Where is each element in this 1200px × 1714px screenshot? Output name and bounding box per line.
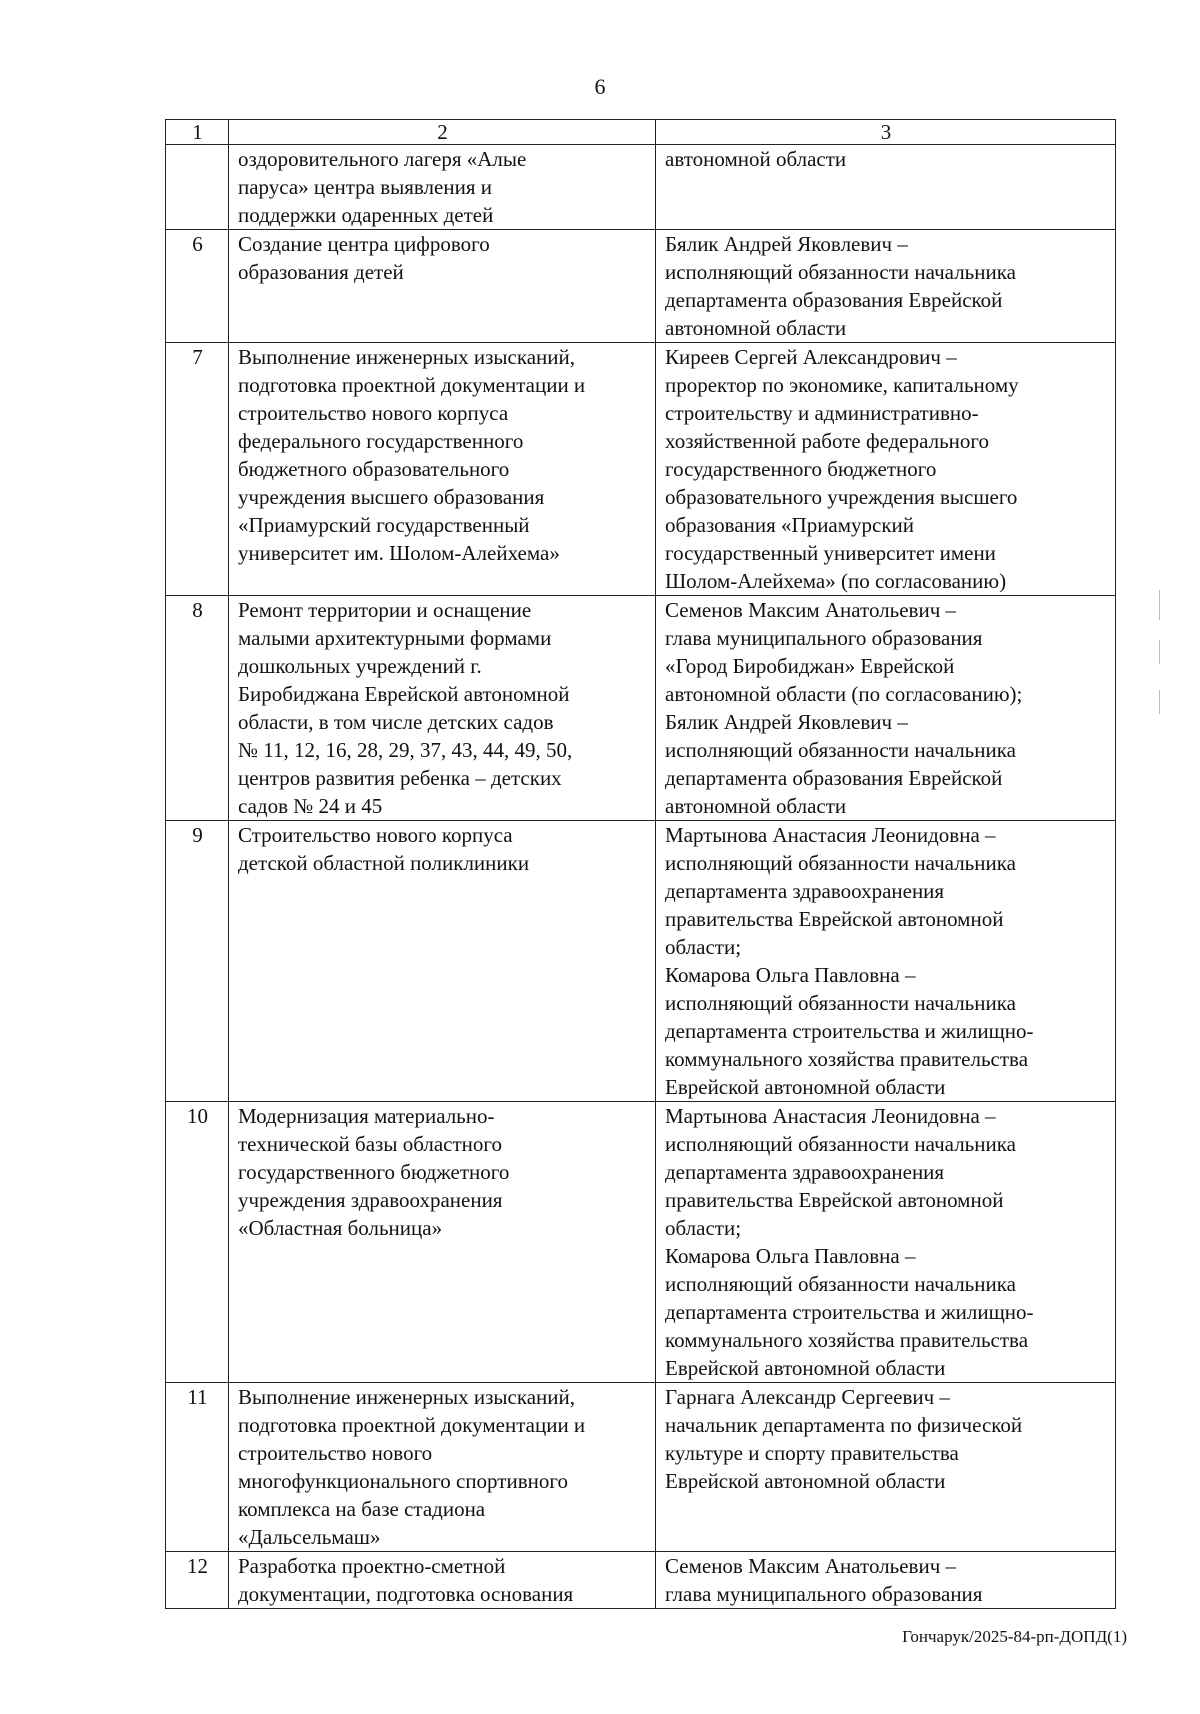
responsible-line: образовательного учреждения высшего xyxy=(665,485,1018,509)
event-line: № 11, 12, 16, 28, 29, 37, 43, 44, 49, 50, xyxy=(238,738,573,762)
responsible-line: коммунального хозяйства правительства xyxy=(665,1328,1029,1352)
event-line: Создание центра цифрового xyxy=(238,232,490,256)
responsible-line: хозяйственной работе федерального xyxy=(665,429,989,453)
responsible-line: коммунального хозяйства правительства xyxy=(665,1047,1029,1071)
event-line: Выполнение инженерных изысканий, xyxy=(238,1385,575,1409)
responsibility-table xyxy=(165,119,1116,1609)
responsible-line: глава муниципального образования xyxy=(665,626,983,650)
header-col-responsible: 3 xyxy=(656,120,1116,145)
header-col-number: 1 xyxy=(166,120,229,145)
row-number: 11 xyxy=(166,1383,229,1552)
event-line: бюджетного образовательного xyxy=(238,457,510,481)
event-line: «Приамурский государственный xyxy=(238,513,530,537)
responsible-line: Бялик Андрей Яковлевич – xyxy=(665,710,908,734)
event-line: оздоровительного лагеря «Алые xyxy=(238,147,527,171)
responsible-line: строительству и административно- xyxy=(665,401,979,425)
responsible-line: автономной области (по согласованию); xyxy=(665,682,1023,706)
responsible-line: автономной области xyxy=(665,794,847,818)
table-row xyxy=(166,230,1116,343)
responsible-line: Еврейской автономной области xyxy=(665,1469,946,1493)
responsible-line: департамента образования Еврейской xyxy=(665,766,1003,790)
responsible-line: Гарнага Александр Сергеевич – xyxy=(665,1385,950,1409)
event-description xyxy=(229,145,656,230)
responsible-line: образования «Приамурский xyxy=(665,513,915,537)
event-line: технической базы областного xyxy=(238,1132,502,1156)
responsible-line: Бялик Андрей Яковлевич – xyxy=(665,232,908,256)
event-line: учреждения здравоохранения xyxy=(238,1188,503,1212)
event-description xyxy=(229,1383,656,1552)
table-header-row xyxy=(166,120,1116,145)
scan-artifact-line xyxy=(1159,590,1160,620)
event-line: подготовка проектной документации и xyxy=(238,373,586,397)
event-line: Ремонт территории и оснащение xyxy=(238,598,532,622)
table-row xyxy=(166,1383,1116,1552)
table-row xyxy=(166,145,1116,230)
responsible-line: Комарова Ольга Павловна – xyxy=(665,1244,916,1268)
event-line: детской областной поликлиники xyxy=(238,851,530,875)
table-row xyxy=(166,1552,1116,1609)
scan-artifact-line xyxy=(1159,640,1160,664)
responsible-line: культуре и спорту правительства xyxy=(665,1441,959,1465)
responsible-line: глава муниципального образования xyxy=(665,1582,983,1606)
responsible-line: автономной области xyxy=(665,316,847,340)
event-line: Модернизация материально- xyxy=(238,1104,495,1128)
event-description xyxy=(229,1552,656,1609)
event-line: «Дальсельмаш» xyxy=(238,1525,381,1549)
event-description xyxy=(229,821,656,1102)
responsible-line: Шолом-Алейхема» (по согласованию) xyxy=(665,569,1007,593)
responsible-line: «Город Биробиджан» Еврейской xyxy=(665,654,955,678)
responsible-line: Семенов Максим Анатольевич – xyxy=(665,598,957,622)
responsible-line: начальник департамента по физической xyxy=(665,1413,1023,1437)
table-row xyxy=(166,596,1116,821)
responsible-line: исполняющий обязанности начальника xyxy=(665,1132,1016,1156)
responsible-line: департамента здравоохранения xyxy=(665,879,945,903)
responsible-person xyxy=(656,1383,1116,1552)
header-col-event: 2 xyxy=(229,120,656,145)
event-description xyxy=(229,343,656,596)
event-line: Выполнение инженерных изысканий, xyxy=(238,345,575,369)
table-body xyxy=(166,145,1116,1609)
row-number: 8 xyxy=(166,596,229,821)
table-row xyxy=(166,343,1116,596)
responsible-person xyxy=(656,596,1116,821)
row-number: 10 xyxy=(166,1102,229,1383)
event-line: государственного бюджетного xyxy=(238,1160,510,1184)
responsible-person xyxy=(656,230,1116,343)
responsible-line: государственный университет имени xyxy=(665,541,996,565)
event-description xyxy=(229,1102,656,1383)
event-line: федерального государственного xyxy=(238,429,524,453)
table-row xyxy=(166,821,1116,1102)
responsible-line: проректор по экономике, капитальному xyxy=(665,373,1019,397)
responsible-line: департамента здравоохранения xyxy=(665,1160,945,1184)
event-line: учреждения высшего образования xyxy=(238,485,545,509)
responsible-line: области; xyxy=(665,1216,742,1240)
event-line: «Областная больница» xyxy=(238,1216,443,1240)
event-line: Разработка проектно-сметной xyxy=(238,1554,506,1578)
event-line: Строительство нового корпуса xyxy=(238,823,513,847)
responsible-person xyxy=(656,1552,1116,1609)
event-line: документации, подготовка основания xyxy=(238,1582,574,1606)
document-footer-code: Гончарук/2025-84-рп-ДОПД(1) xyxy=(902,1627,1127,1646)
page-number: 6 xyxy=(594,74,606,99)
event-line: строительство нового корпуса xyxy=(238,401,509,425)
row-number: 7 xyxy=(166,343,229,596)
responsible-person xyxy=(656,343,1116,596)
scan-artifact-line xyxy=(1159,690,1160,714)
row-number: 12 xyxy=(166,1552,229,1609)
responsible-line: исполняющий обязанности начальника xyxy=(665,851,1016,875)
event-description xyxy=(229,230,656,343)
row-number: 6 xyxy=(166,230,229,343)
event-line: поддержки одаренных детей xyxy=(238,203,494,227)
responsible-person xyxy=(656,145,1116,230)
event-line: образования детей xyxy=(238,260,404,284)
responsible-line: Мартынова Анастасия Леонидовна – xyxy=(665,823,996,847)
event-line: малыми архитектурными формами xyxy=(238,626,552,650)
responsible-line: департамента строительства и жилищно- xyxy=(665,1019,1034,1043)
event-line: подготовка проектной документации и xyxy=(238,1413,586,1437)
event-description xyxy=(229,596,656,821)
responsible-line: правительства Еврейской автономной xyxy=(665,907,1004,931)
responsible-line: Комарова Ольга Павловна – xyxy=(665,963,916,987)
event-line: паруса» центра выявления и xyxy=(238,175,492,199)
responsible-line: области; xyxy=(665,935,742,959)
event-line: центров развития ребенка – детских xyxy=(238,766,562,790)
responsible-line: исполняющий обязанности начальника xyxy=(665,738,1016,762)
row-number: 9 xyxy=(166,821,229,1102)
responsible-person xyxy=(656,821,1116,1102)
event-line: садов № 24 и 45 xyxy=(238,794,383,818)
row-number xyxy=(166,145,229,230)
responsible-line: Еврейской автономной области xyxy=(665,1075,946,1099)
table-row xyxy=(166,1102,1116,1383)
responsible-line: исполняющий обязанности начальника xyxy=(665,991,1016,1015)
responsible-line: Мартынова Анастасия Леонидовна – xyxy=(665,1104,996,1128)
event-line: Биробиджана Еврейской автономной xyxy=(238,682,570,706)
responsible-line: государственного бюджетного xyxy=(665,457,937,481)
event-line: многофункционального спортивного xyxy=(238,1469,568,1493)
responsible-line: исполняющий обязанности начальника xyxy=(665,1272,1016,1296)
event-line: строительство нового xyxy=(238,1441,433,1465)
responsible-line: департамента строительства и жилищно- xyxy=(665,1300,1034,1324)
responsible-line: автономной области xyxy=(665,147,847,171)
responsible-person xyxy=(656,1102,1116,1383)
event-line: университет им. Шолом-Алейхема» xyxy=(238,541,560,565)
event-line: комплекса на базе стадиона xyxy=(238,1497,486,1521)
responsible-line: исполняющий обязанности начальника xyxy=(665,260,1016,284)
event-line: области, в том числе детских садов xyxy=(238,710,554,734)
responsible-line: Семенов Максим Анатольевич – xyxy=(665,1554,957,1578)
event-line: дошкольных учреждений г. xyxy=(238,654,482,678)
responsible-line: Еврейской автономной области xyxy=(665,1356,946,1380)
responsible-line: Киреев Сергей Александрович – xyxy=(665,345,957,369)
responsible-line: правительства Еврейской автономной xyxy=(665,1188,1004,1212)
responsible-line: департамента образования Еврейской xyxy=(665,288,1003,312)
